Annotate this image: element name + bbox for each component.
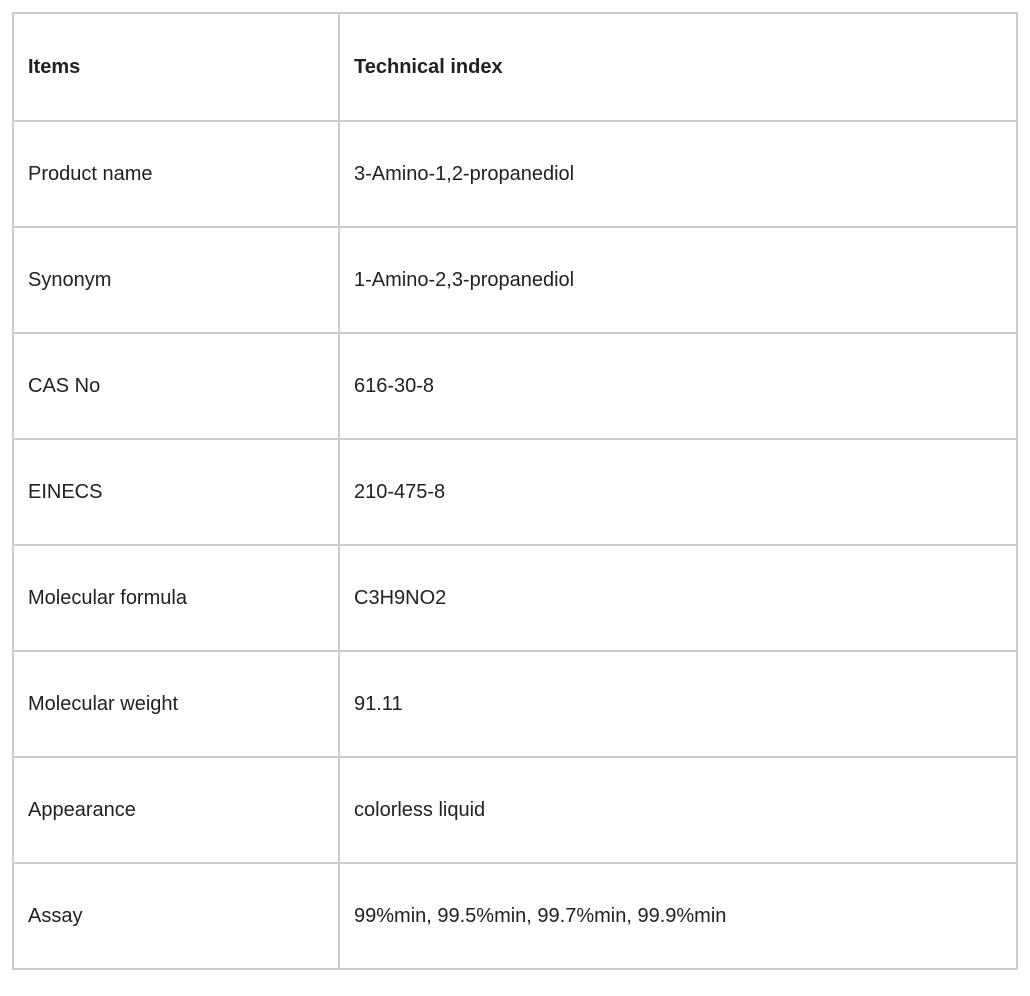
item-cell: Synonym xyxy=(13,227,339,333)
table-row-synonym xyxy=(13,227,1017,333)
table-row-molecular-formula xyxy=(13,545,1017,651)
item-cell: Appearance xyxy=(13,757,339,863)
item-cell: Molecular weight xyxy=(13,651,339,757)
value-cell: 1-Amino-2,3-propanediol xyxy=(339,227,1017,333)
value-cell: colorless liquid xyxy=(339,757,1017,863)
item-cell: Assay xyxy=(13,863,339,969)
value-cell: 210-475-8 xyxy=(339,439,1017,545)
table-row-molecular-weight xyxy=(13,651,1017,757)
items-column-header: Items xyxy=(13,13,339,121)
value-cell: C3H9NO2 xyxy=(339,545,1017,651)
value-cell: 91.11 xyxy=(339,651,1017,757)
item-cell: Molecular formula xyxy=(13,545,339,651)
table-row-appearance xyxy=(13,757,1017,863)
table-row-assay xyxy=(13,863,1017,969)
item-cell: Product name xyxy=(13,121,339,227)
table-row-product-name xyxy=(13,121,1017,227)
item-cell: CAS No xyxy=(13,333,339,439)
item-cell: EINECS xyxy=(13,439,339,545)
value-cell: 99%min, 99.5%min, 99.7%min, 99.9%min xyxy=(339,863,1017,969)
table-row-cas-no xyxy=(13,333,1017,439)
table-row-einecs xyxy=(13,439,1017,545)
value-cell: 616-30-8 xyxy=(339,333,1017,439)
technical-index-column-header: Technical index xyxy=(339,13,1017,121)
value-cell: 3-Amino-1,2-propanediol xyxy=(339,121,1017,227)
header-row xyxy=(13,13,1017,121)
product-spec-table xyxy=(12,12,1018,970)
